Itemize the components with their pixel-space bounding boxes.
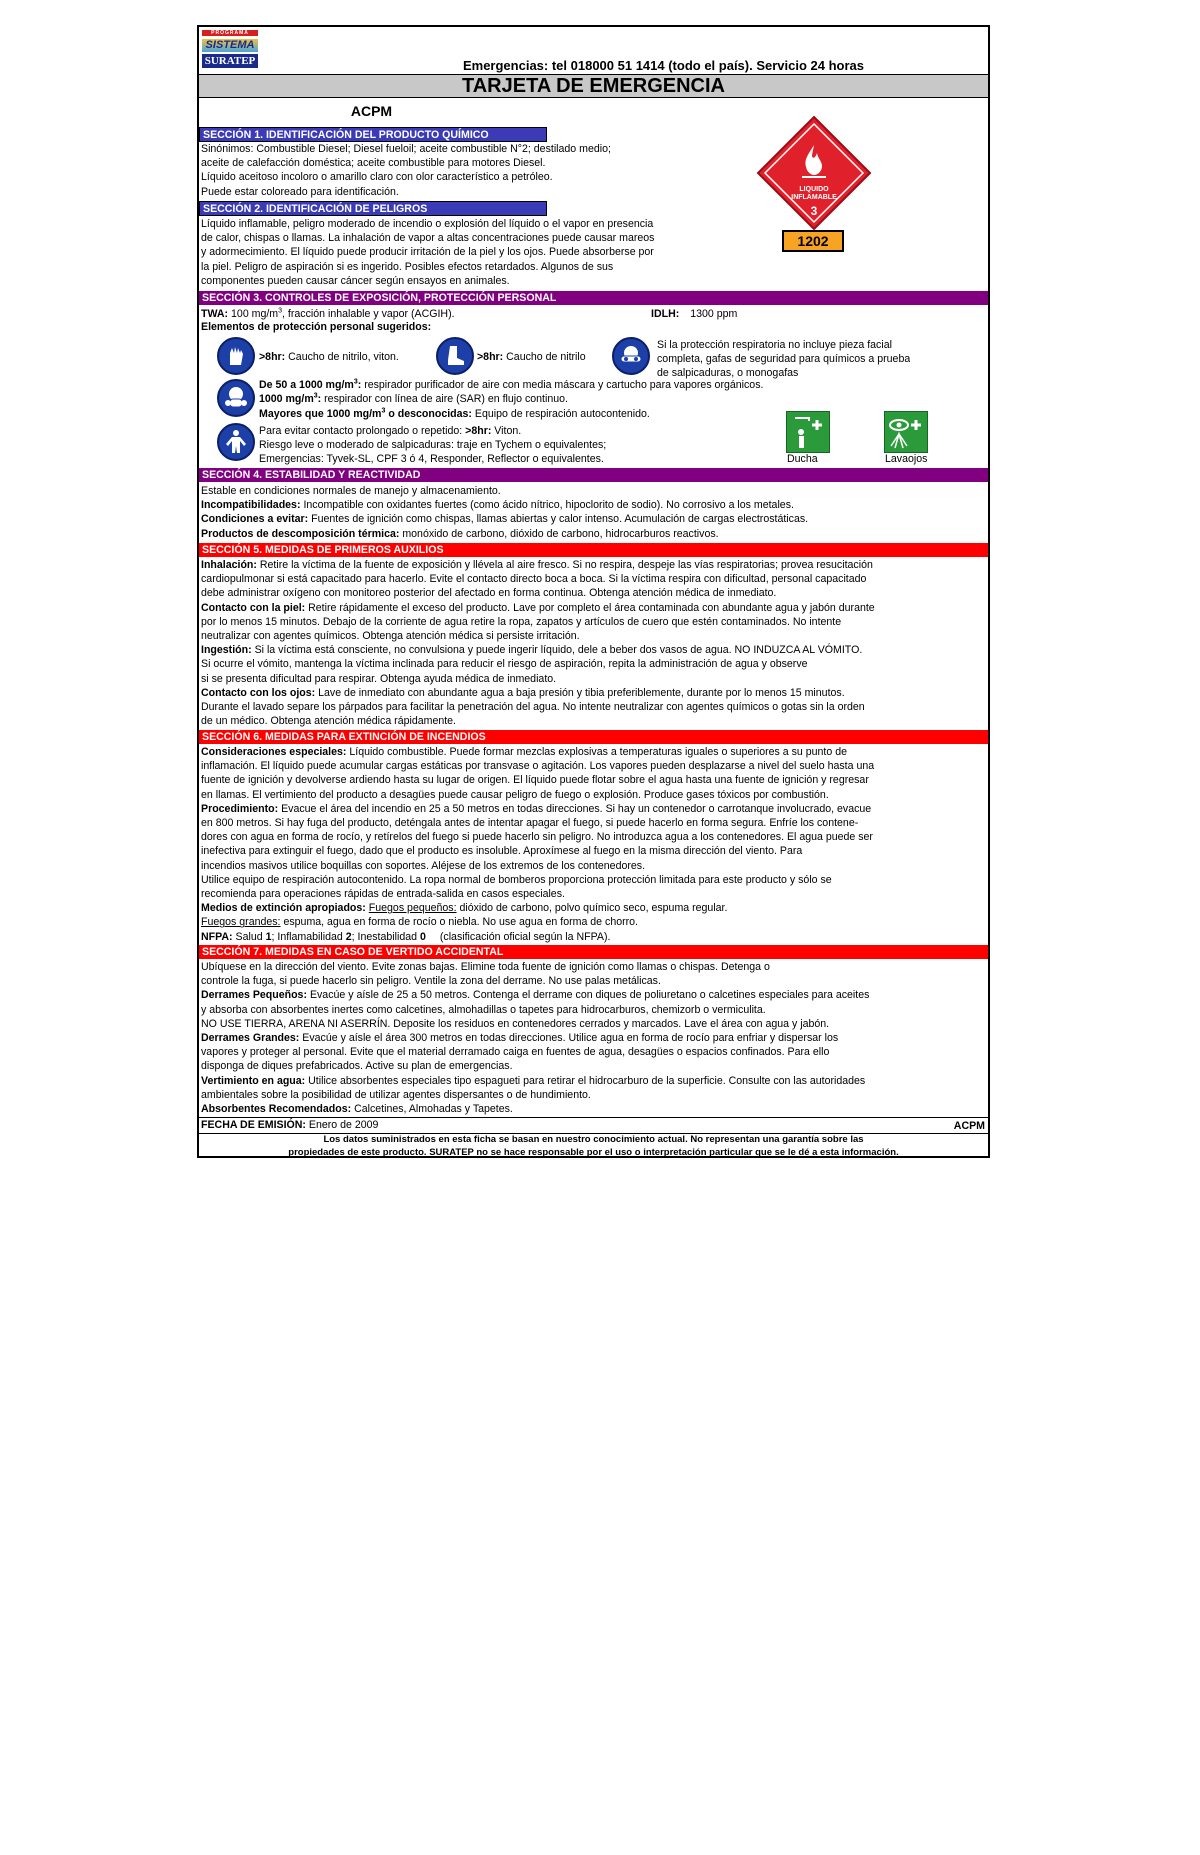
resp2-text: respirador con línea de aire (SAR) en flujo continuo. [324,393,568,405]
text-line: Consideraciones especiales: Líquido combustible. Puede formar mezclas explosivas a temperaturas iguales o superiores a su punto de [201,746,847,758]
text-line: Derrames Pequeños: Evacúe y aísle de 25 a 50 metros. Contenga el derrame con diques de poliuretano o calcetines especiales para aceites [201,989,870,1002]
text-line [201,498,987,512]
text-line: dores con agua en forma de rocío, y retírelos del fuego si puede hacerlo sin peligro. No introduzca agua a los contenedores. El agua puede ser [201,831,873,844]
text-line: Fuegos grandes: espuma, agua en forma de rocío o niebla. No use agua en forma de chorro. [201,916,638,929]
text-line: Inhalación: Retire la víctima de la fuente de exposición y llévela al aire fresco. Si no respira, despeje las vías respiratorias; provea resucitación [201,559,873,571]
logo-programa: PROGRAMA [202,30,258,36]
text-line: Ingestión: Si la víctima está consciente, no convulsiona y puede ingerir líquido, dele a beber dos vasos de agua. NO INDUZCA AL VÓMITO. [201,644,863,657]
small-spill-label: Derrames Pequeños: [201,989,307,1002]
text-line: Sinónimos: Combustible Diesel; Diesel fueloil; aceite combustible N°2; destilado medio; [201,143,611,155]
text-line: inflamación. El líquido puede acumular cargas estáticas por transvase o agitación. Los vapores pueden desplazarse a nivel del suelo hasta una [201,760,875,773]
date-value: Enero de 2009 [308,1119,379,1131]
text-line: en llamas. El vertimiento del producto a desagües puede causar peligro de fuego o explosión. Produce gases tóxicos por combustión. [201,788,829,801]
text-line: de salpicaduras, o monogafas [657,367,799,380]
text-line: y adormecimiento. El líquido puede producir irritación de la piel y los ojos. Puede absorberse por [201,246,654,259]
gloves-label: >8hr: [259,351,286,363]
page-title: TARJETA DE EMERGENCIA [199,75,988,97]
section4-header: SECCIÓN 4. ESTABILIDAD Y REACTIVIDAD [199,468,988,482]
twa-value: 100 mg/m [231,308,279,320]
section5-body [201,558,987,728]
twa-sup: 3 [278,307,283,315]
respirator-line2: 1000 $mg/m^3$: respirador con línea de aire (SAR) en flujo continuo. [259,392,568,405]
resp1-text: respirador purificador de aire con media máscara y cartucho para vapores orgánicos. [364,379,764,391]
suit-line1-end: Viton. [494,425,522,437]
proc-label: Procedimiento: [201,802,279,815]
boots-label: >8hr: [477,351,504,363]
text-line: NO USE TIERRA, ARENA NI ASERRÍN. Deposite los residuos en contenedores cerrados y marcados. Lave el área con agua y jabón. [201,1017,830,1030]
un-number-panel: 1202 [782,230,844,252]
respirator-line1: De 50 a 1000 $mg/m^3$: respirador purificador de aire con media máscara y cartucho para vapores orgánicos. [259,378,764,391]
idlh-line [651,307,737,321]
section2-body [201,217,706,288]
section5-header: SECCIÓN 5. MEDIDAS DE PRIMEROS AUXILIOS [199,543,988,557]
text-line [201,527,987,541]
text-line: Absorbentes Recomendados: Calcetines, Almohadas y Tapetes. [201,1103,513,1116]
idlh-label: IDLH: [651,308,680,320]
logo-sistema: SISTEMA [202,39,258,52]
media-label: Medios de extinción apropiados: [201,902,366,915]
text-line: Derrames Grandes: Evacúe y aísle el área 300 metros en todas direcciones. Utilice agua en forma de rocío para enfriar y dispersar los [201,1032,839,1045]
media-large-label: Fuegos grandes: [201,916,281,929]
disclaimer-line1: Los datos suministrados en esta ficha se basan en nuestro conocimiento actual. No representan una garantía sobre las [323,1134,864,1145]
eyewash-label: Lavaojos [885,453,928,465]
resp3-sup: 3 [381,407,386,415]
text-line: controle la fuga, si puede hacerlo sin peligro. Ventile la zona del derrame. No use palas metálicas. [201,975,661,988]
text-line: si se presenta dificultad para respirar. Obtenga ayuda médica de inmediato. [201,672,557,685]
text-line: por lo menos 15 minutos. Debajo de la corriente de agua retire la ropa, zapatos y artículos de cuero que estén contaminados. No intente [201,615,842,628]
text-line: debe administrar oxígeno con monitoreo posterior del afectado en forma continua. Obtenga atención médica de inmediato. [201,587,777,600]
text-line: Utilice equipo de respiración autocontenido. La ropa normal de bomberos proporciona protección limitada para este producto y sólo se [201,873,832,886]
text-line: NFPA: Salud 1; Inflamabilidad 2; Inestabilidad 0 (clasificación oficial según la NFPA). [201,930,611,943]
text-line: inefectiva para extinguir el fuego, dado que el producto es insoluble. Aproxímese al fuego en la misma dirección del viento. Para [201,845,803,858]
text-line: vapores y proteger al personal. Evite que el material derramado caiga en fuentes de agua, desagües o espacios confinados. Para ello [201,1046,830,1059]
idlh-value: 1300 ppm [690,308,738,320]
text-line: en 800 metros. Si hay fuga del producto, deténgala antes de intentar apagar el fuego, si puede hacerlo en forma segura. Enfríe los contene- [201,817,859,830]
resp2-label: 1000 mg/m [259,393,314,405]
decomp-label: Productos de descomposición térmica: [201,527,400,540]
section1-body [201,142,721,199]
text-line: de calor, chispas o llamas. La inhalación de vapor a altas concentraciones puede causar mareos [201,232,655,245]
section6-body [201,745,987,944]
text-line: fuente de ignición y devolverse ardiendo hasta su lugar de origen. El líquido puede flotar sobre el agua hasta una fuente de ignición y regresar [201,774,869,787]
date-label: FECHA DE EMISIÓN: [201,1119,306,1131]
resp2-sup: 3 [313,392,318,400]
nfpa-label: NFPA: [201,930,233,943]
suit-line1 [259,424,521,438]
text-line: de un médico. Obtenga atención médica rápidamente. [201,715,457,728]
disclaimer [199,1134,988,1159]
section6-header: SECCIÓN 6. MEDIDAS PARA EXTINCIÓN DE INCENDIOS [199,730,988,744]
logo-suratep: SURATEP [202,54,258,68]
ingest-label: Ingestión: [201,644,252,657]
gloves-icon [217,337,255,375]
resp3-label: Mayores que 1000 mg/m [259,408,382,420]
text-line: recomienda para operaciones rápidas de entrada-salida en casos especiales. [201,888,565,901]
text-line: componentes pueden causar cáncer según ensayos en animales. [201,274,510,287]
large-spill-label: Derrames Grandes: [201,1032,300,1045]
text-line: Contacto con los ojos: Lave de inmediato con abundante agua a baja presión y tibia preferiblemente, durante por lo menos 15 minutos. [201,686,845,699]
suit-line1-bold: >8hr: [465,425,492,437]
text-line: Si la protección respiratoria no incluye pieza facial [657,339,892,351]
eyewash-icon [884,411,928,453]
section2-header: SECCIÓN 2. IDENTIFICACIÓN DE PELIGROS [199,201,547,216]
section7-header: SECCIÓN 7. MEDIDAS EN CASO DE VERTIDO ACCIDENTAL [199,945,988,959]
decomp-text: monóxido de carbono, dióxido de carbono, hidrocarburos reactivos. [402,527,719,540]
incompat-text: Incompatible con oxidantes fuertes (como ácido nítrico, hipoclorito de sodio). No corrosivo a los metales. [303,499,794,512]
footer-product: ACPM [953,1120,985,1132]
resp1-label: De 50 a 1000 mg/m [259,379,354,391]
flammable-liquid-diamond-icon [756,115,872,231]
suit-line1-text: Para evitar contacto prolongado o repetido: [259,425,463,437]
text-line: Durante el lavado separe los párpados para facilitar la penetración del agua. No intente neutralizar con agentes químicos o gotas sin la orden [201,701,865,714]
incompat-label: Incompatibilidades: [201,499,301,512]
twa-line [201,307,455,321]
text-line: cardiopulmonar si está capacitado para hacerlo. Evite el contacto directo boca a boca. Si la víctima respira con dificultad, personal capacitado [201,573,867,586]
text-line: la piel. Peligro de aspiración si es ingerido. Posibles efectos retardados. Algunos de sus [201,260,614,273]
issue-date [201,1118,378,1132]
eyes-protection-text [657,338,910,381]
media-small-label: Fuegos pequeños: [368,902,457,915]
text-line: Contacto con la piel: Retire rápidamente el exceso del producto. Lave por completo el área contaminada con abundante agua y jabón durante [201,601,875,614]
boots-desc: Caucho de nitrilo [506,351,586,363]
emergency-card [197,25,990,1158]
respirator-icon [217,379,255,417]
absorb-label: Absorbentes Recomendados: [201,1103,352,1116]
disclaimer-line2: propiedades de este producto. SURATEP no se hace responsable por el uso o interpretación particular que se le dé a esta información. [288,1146,899,1158]
text-line: Vertimiento en agua: Utilice absorbentes especiales tipo espagueti para retirar el hidrocarburo de la superficie. Consulte con las autoridades [201,1074,866,1087]
safety-shower-icon [786,411,830,453]
text-line: ambientales sobre la posibilidad de utilizar agentes dispersantes o de hundimiento. [201,1088,591,1101]
emergency-phone: Emergencias: tel 018000 51 1414 (todo el país). Servicio 24 horas [462,58,865,73]
text-line: aceite de calefacción doméstica; aceite combustible para motores Diesel. [201,157,546,170]
water-spill-label: Vertimiento en agua: [201,1074,306,1087]
suit-line2: Riesgo leve o moderado de salpicaduras: traje en Tychem o equivalentes; [259,439,607,451]
text-line: Líquido aceitoso incoloro o amarillo claro con olor característico a petróleo. [201,171,553,184]
shower-label: Ducha [787,453,818,465]
section1-header: SECCIÓN 1. IDENTIFICACIÓN DEL PRODUCTO QUÍMICO [199,127,547,142]
product-name: ACPM [350,103,393,119]
respirator-line3 [259,407,650,421]
text-line: neutralizar con agentes químicos. Obtenga atención médica si persiste irritación. [201,630,580,643]
diamond-class-number: 3 [810,204,818,218]
text-line: Procedimiento: Evacue el área del incendio en 25 a 50 metros en todas direcciones. Si hay un contenedor o carrotanque involucrado, evacue [201,802,872,815]
resp3-text: Equipo de respiración autocontenido. [474,408,650,420]
gloves-desc: Caucho de nitrilo, viton. [288,351,399,363]
gloves-text [259,350,399,364]
avoid-text: Fuentes de ignición como chispas, llamas abiertas y calor intenso. Acumulación de cargas electrostáticas. [311,513,809,526]
text-line: incendios masivos utilice boquillas con soportes. Aléjese de los extremos de los contenedores. [201,859,646,872]
text-line [201,512,987,526]
text-line: Puede estar coloreado para identificación. [201,185,399,198]
ppe-heading: Elementos de protección personal sugeridos: [201,321,432,333]
section4-body [201,484,987,541]
twa-rest: , fracción inhalable y vapor (ACGIH). [282,308,455,320]
protective-suit-icon [217,423,255,461]
text-line: Estable en condiciones normales de manejo y almacenamiento. [201,485,501,497]
diamond-line1: LIQUIDO [799,186,829,193]
twa-label: TWA: [201,308,229,320]
skin-label: Contacto con la piel: [201,601,306,614]
boots-text [477,350,586,364]
section3-header: SECCIÓN 3. CONTROLES DE EXPOSICIÓN, PROTECCIÓN PERSONAL [199,291,988,305]
section7-body [201,960,987,1116]
special-label: Consideraciones especiales: [201,746,347,758]
diamond-line2: INFLAMABLE [791,194,837,201]
avoid-label: Condiciones a evitar: [201,513,309,526]
text-line: Ubíquese en la dirección del viento. Evite zonas bajas. Elimine toda fuente de ignición como llamas o chispas. Detenga o [201,961,770,973]
text-line: disponga de diques prefabricados. Active su plan de emergencias. [201,1060,513,1073]
text-line: completa, gafas de seguridad para químicos a prueba [657,353,911,366]
resp1-sup: 3 [353,378,358,386]
inhal-label: Inhalación: [201,559,257,571]
eyes-label: Contacto con los ojos: [201,686,316,699]
text-line: Líquido inflamable, peligro moderado de incendio o explosión del líquido o el vapor en presencia [201,218,654,230]
text-line: y absorba con absorbentes inertes como calcetines, almohadillas o tapetes para hidrocarburos, chemizorb o vermiculita. [201,1003,766,1016]
text-line: Si ocurre el vómito, mantenga la víctima inclinada para reducir el riesgo de aspiración, repita la administración de agua y observe [201,658,808,671]
goggles-icon [612,337,650,375]
text-line: Medios de extinción apropiados: Fuegos pequeños: dióxido de carbono, polvo químico seco, espuma regular. [201,902,728,915]
boots-icon [436,337,474,375]
resp3-label2: o desconocidas: [388,408,472,420]
suit-line3: Emergencias: Tyvek-SL, CPF 3 ó 4, Responder, Reflector o equivalentes. [259,453,604,465]
